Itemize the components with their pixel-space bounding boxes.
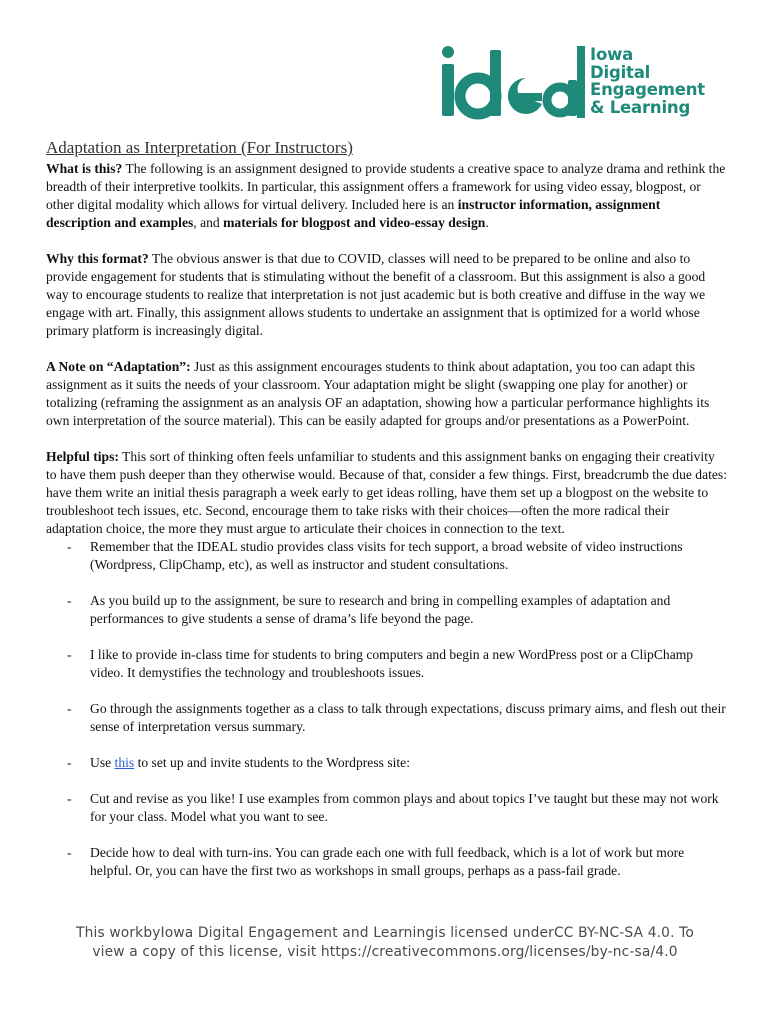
adaptation-note-paragraph (46, 358, 728, 430)
license-line-2: view a copy of this license, visit https://creativecommons.org/licenses/by-nc-sa/4.0 (92, 944, 678, 960)
what-heading: What is this? (46, 161, 123, 176)
list-item-text-post: to set up and invite students to the Wordpress site: (134, 755, 410, 770)
logo-line-digital: Digital (590, 62, 651, 82)
logo-line-iowa: Iowa (590, 45, 634, 64)
ideal-logo (440, 44, 730, 120)
logo-divider (577, 46, 585, 118)
why-text: The obvious answer is that due to COVID, classes will need to be prepared to be online and also to provide engagement for students that is stimulating without the benefit of a classroom. But this assignment is also a good way to encourage students to realize that interpretation is not just academic but is both creative and diffuse in the way we engage with art. Finally, this assignment allows students to undertake an assignment that is optimized for a world whose primary platform is increasingly digital. (46, 251, 706, 338)
helpful-tips-paragraph (46, 448, 728, 538)
list-dash: - (67, 593, 72, 608)
list-dash: - (67, 845, 72, 860)
list-item (46, 790, 728, 826)
list-item-text: As you build up to the assignment, be sure to research and bring in compelling examples of adaptation and performances to give students a sense of drama’s life beyond the page. (90, 593, 671, 626)
list-item-text: Decide how to deal with turn-ins. You can grade each one with full feedback, which is a lot of work but more helpful. Or, you can have the first two as workshops in small groups, perhaps as a pass-fail grade. (90, 845, 685, 878)
list-item-text: I like to provide in-class time for students to bring computers and begin a new WordPress post or a ClipChamp video. It demystifies the technology and troubleshoots issues. (90, 647, 694, 680)
tips-heading: Helpful tips: (46, 449, 119, 464)
list-item-text: Remember that the IDEAL studio provides class visits for tech support, a broad website of video instructions (Wordpress, ClipChamp, etc), as well as instructor and student consultations. (90, 539, 683, 572)
list-item (46, 754, 728, 772)
list-item (46, 592, 728, 628)
list-item-text: Go through the assignments together as a class to talk through expectations, discuss primary aims, and flesh out their sense of interpretation versus summary. (90, 701, 726, 734)
list-dash: - (67, 701, 72, 716)
why-format-paragraph (46, 250, 728, 340)
what-text-1: The following is an assignment designed to provide students a creative space to analyze drama and rethink the breadth of their interpretive toolkits. In particular, this assignment offers a framework for using video essay, blogpost, or other digital modality which allows for virtual delivery. Included here is an (46, 161, 726, 212)
wordpress-invite-link[interactable]: this (114, 755, 135, 770)
list-item (46, 538, 728, 574)
what-is-this-paragraph (46, 160, 728, 232)
list-item-text-pre: Use (90, 755, 115, 770)
license-line-1: This workbyIowa Digital Engagement and Learningis licensed underCC BY-NC-SA 4.0. To (76, 925, 694, 941)
page-title: Adaptation as Interpretation (For Instructors) (46, 138, 353, 157)
what-bold-2: materials for blogpost and video-essay design (223, 215, 486, 230)
what-text-2: , and (193, 215, 224, 230)
logo-line-learning: & Learning (590, 97, 691, 117)
list-item (46, 646, 728, 682)
list-item (46, 700, 728, 736)
list-dash: - (67, 647, 72, 662)
logo-text (590, 46, 705, 116)
note-heading: A Note on “Adaptation”: (46, 359, 191, 374)
logo-line-engagement: Engagement (590, 80, 705, 99)
note-text: Just as this assignment encourages students to think about adaptation, you too can adapt this assignment as it suits the needs of your classroom. Your adaptation might be slight (swapping one play for another) or totalizing (reframing the assignment as an analysis OF an adaptation, showing how a particular performance highlights its own interpretation of the source material). This can be easily adapted for groups and/or presentations as a PowerPoint. (46, 359, 710, 428)
list-dash: - (67, 755, 72, 770)
list-dash: - (67, 791, 72, 806)
list-item (46, 844, 728, 880)
why-heading: Why this format? (46, 251, 149, 266)
ideal-wordmark-icon (440, 44, 580, 120)
list-dash: - (67, 539, 72, 554)
what-bold-1: instructor information, assignment description and examples (46, 197, 661, 230)
tips-text: This sort of thinking often feels unfamiliar to students and this assignment banks on engaging their creativity to have them push deeper than they otherwise would. Because of that, consider a few things. First, breadcrumb the due dates: have them write an initial thesis paragraph a week early to get ideas rolling, have them set up a blogpost on the website to troubleshoot tech issues, etc. Second, encourage them to take risks with their choices—often the more radical their adaptation choice, the more they must argue to articulate their choices in connection to the text. (46, 449, 728, 536)
license-footer (30, 924, 740, 962)
list-item-text: Cut and revise as you like! I use examples from common plays and about topics I’ve taught but these may not work for your class. Model what you want to see. (90, 791, 719, 824)
tips-list (46, 538, 728, 880)
document-body (46, 138, 728, 898)
what-text-3: . (485, 215, 489, 230)
